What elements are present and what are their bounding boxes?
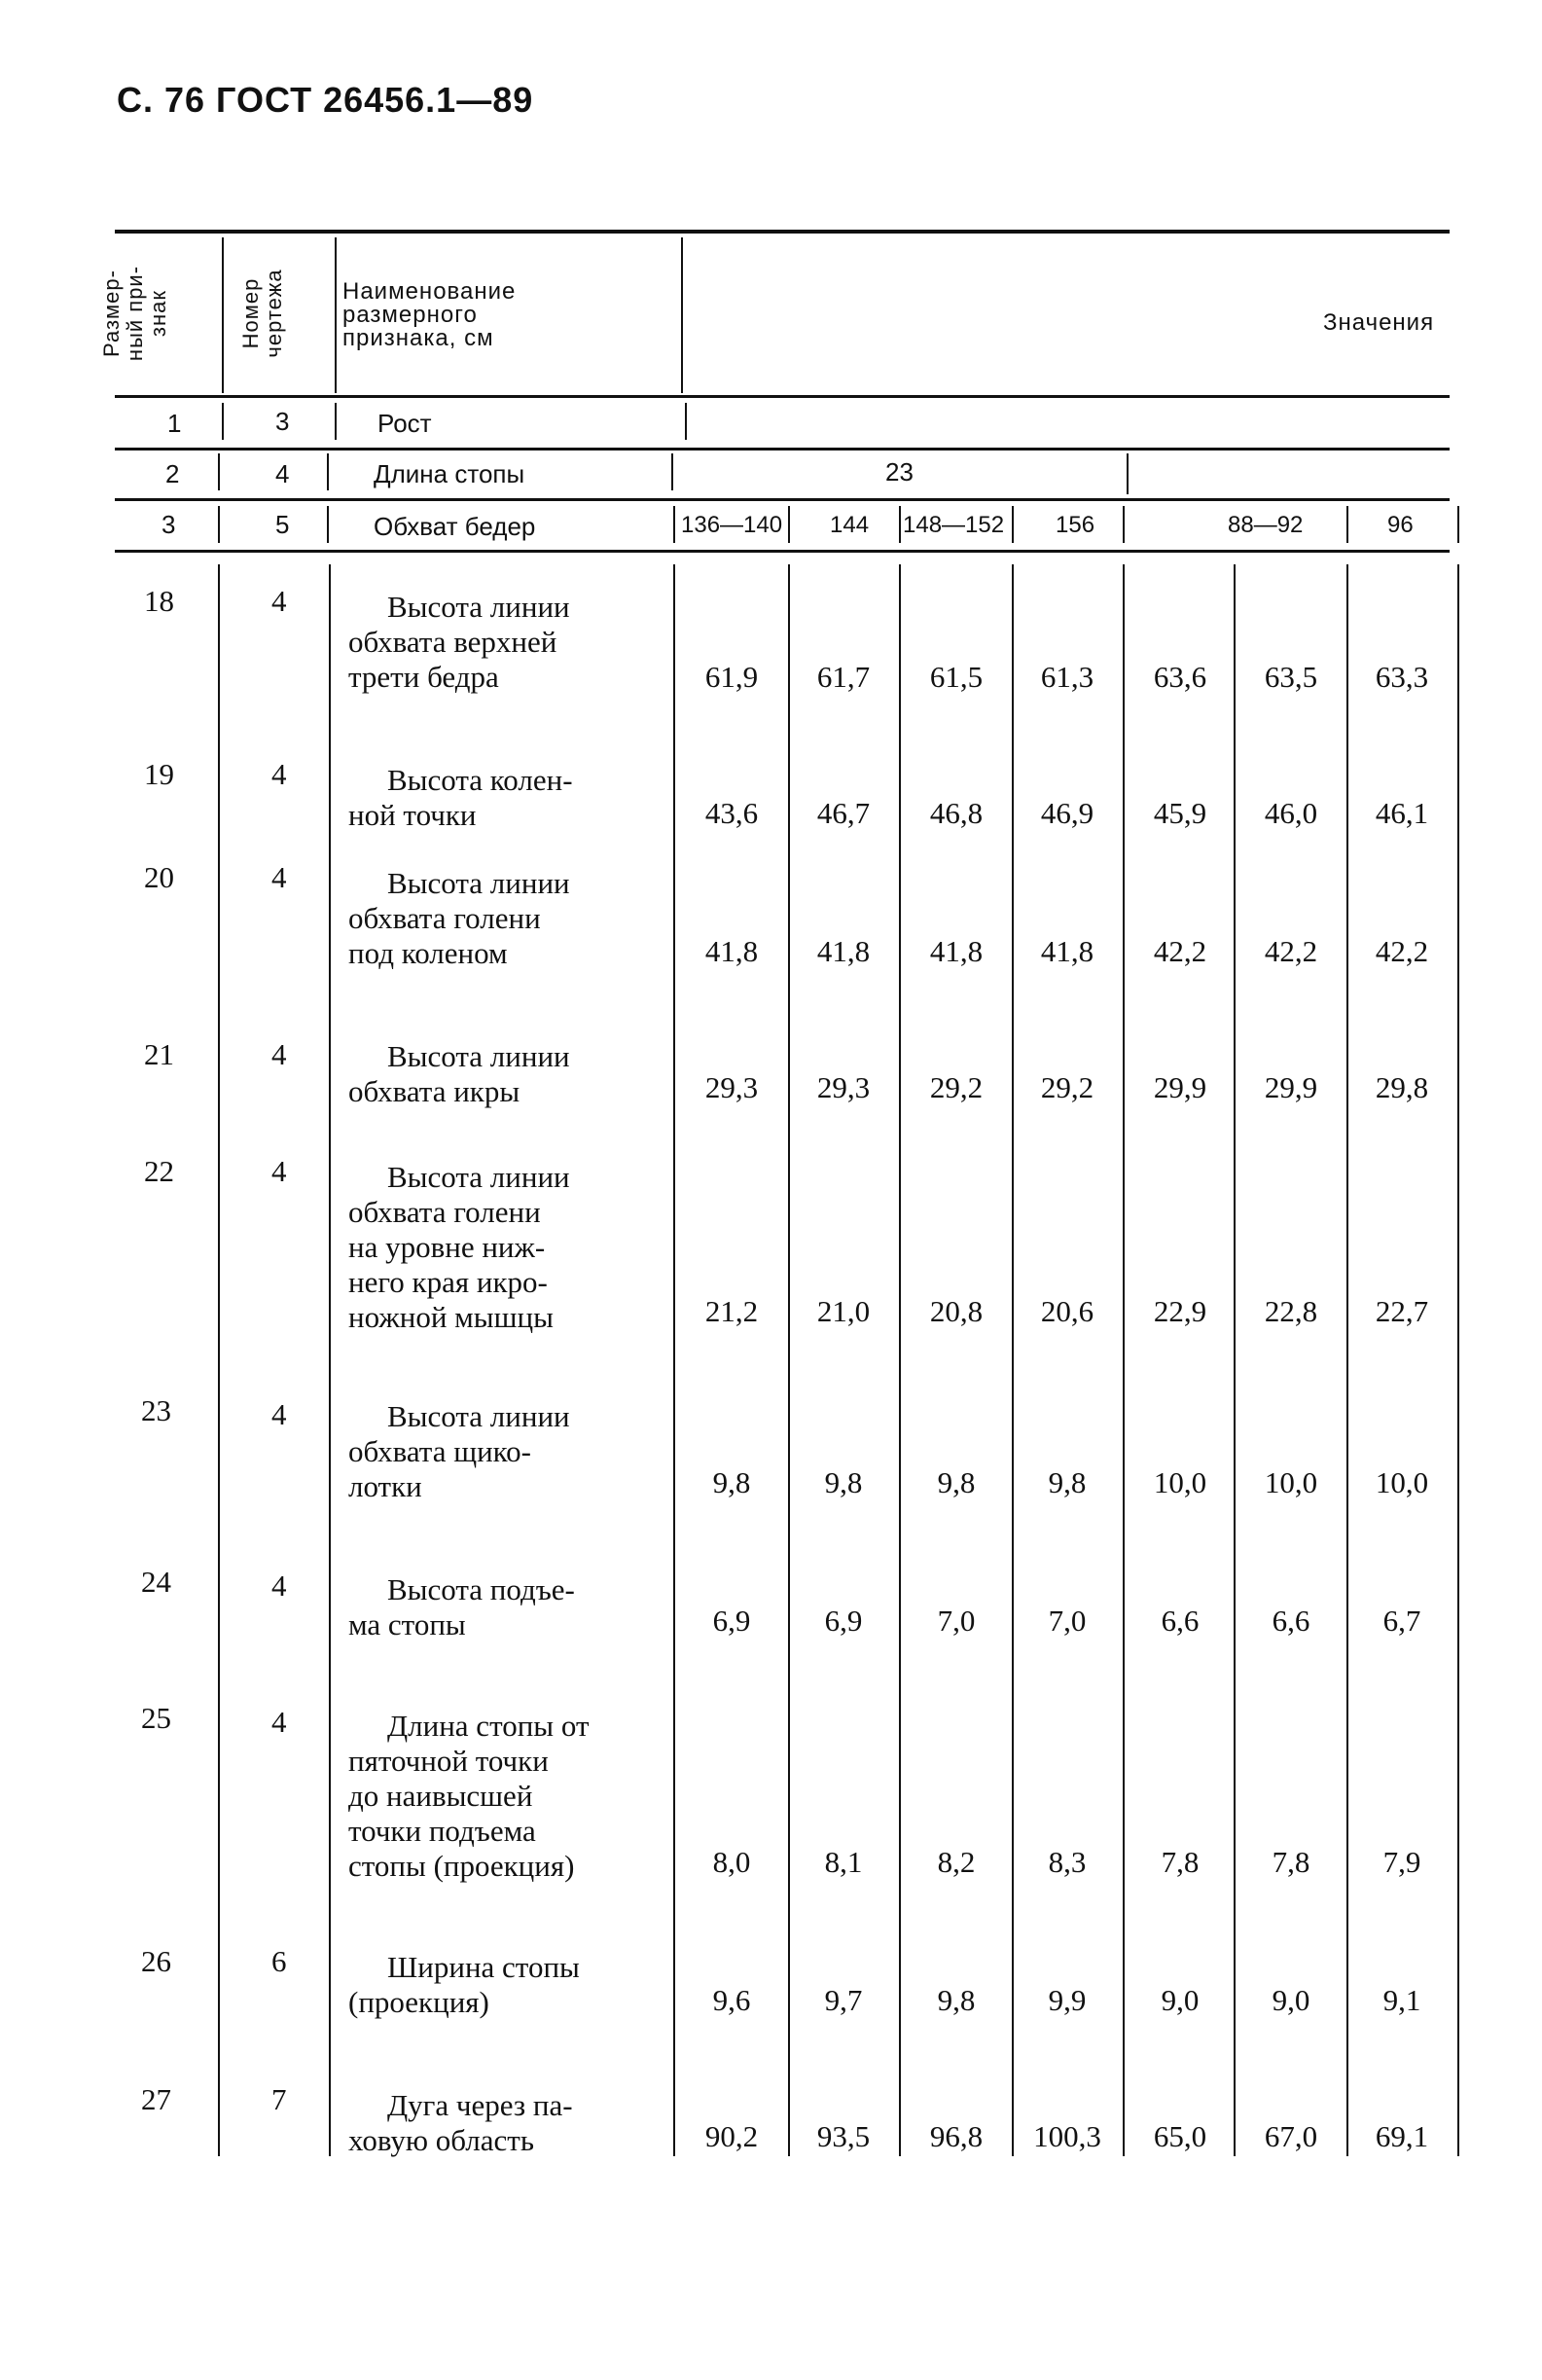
row-rule-3	[115, 550, 1450, 553]
table-row-20-value-1: 41,8	[704, 934, 759, 968]
table-row-27-value-2: 93,5	[816, 2119, 871, 2153]
body-vline-7	[1123, 564, 1125, 2156]
table-row-18-value-7: 63,3	[1375, 660, 1429, 694]
header-feature-name: Наименование размерного признака, см	[342, 278, 517, 351]
table-row-21-value-3: 29,2	[929, 1070, 984, 1104]
table-row-19-drawing: 4	[271, 757, 287, 791]
table-row-20-number: 20	[144, 860, 174, 894]
sub-row-3-vline-d	[788, 506, 790, 543]
sub-row-1-drawing: 3	[275, 407, 290, 436]
sub-row-3-vline-b	[327, 506, 329, 543]
sub-row-2-number: 2	[165, 459, 180, 488]
table-row-23-drawing: 4	[271, 1397, 287, 1431]
table-row-20-value-2: 41,8	[816, 934, 871, 968]
table-row-21-value-6: 29,9	[1264, 1070, 1318, 1104]
sub-row-3-vline-c	[673, 506, 675, 543]
table-row-25-value-2: 8,1	[824, 1845, 863, 1879]
table-row-18-value-5: 63,6	[1153, 660, 1207, 694]
table-row-20-value-7: 42,2	[1375, 934, 1429, 968]
table-row-21-value-1: 29,3	[704, 1070, 759, 1104]
table-row-23-value-3: 9,8	[937, 1465, 976, 1499]
sub-row-1-label: Рост	[377, 409, 432, 438]
table-row-27-value-4: 100,3	[1033, 2119, 1101, 2153]
table-row-23-value-1: 9,8	[712, 1465, 751, 1499]
table-row-24-number: 24	[141, 1565, 171, 1599]
table-row-19-number: 19	[144, 757, 174, 791]
table-row-23-value-7: 10,0	[1375, 1465, 1429, 1499]
table-row-22-name: Высота линии обхвата голени на уровне ниж- него края икро- ножной мышцы	[348, 1160, 570, 1334]
table-row-27-value-1: 90,2	[704, 2119, 759, 2153]
table-row-22-value-3: 20,8	[929, 1294, 984, 1328]
sub-row-3-vline-i	[1457, 506, 1459, 543]
row-rule-1	[115, 448, 1450, 451]
row-rule-2	[115, 498, 1450, 501]
table-row-23-name: Высота линии обхвата щико- лотки	[348, 1399, 570, 1503]
table-row-25-value-5: 7,8	[1161, 1845, 1200, 1879]
table-row-25-name: Длина стопы от пяточной точки до наивысшей точки подъема стопы (проекция)	[348, 1709, 590, 1883]
table-row-23-value-5: 10,0	[1153, 1465, 1207, 1499]
sub-row-3-value-2: 144	[830, 512, 870, 538]
table-row-19-value-2: 46,7	[816, 796, 871, 830]
sub-row-2-vline-d	[1127, 453, 1129, 494]
header-drawing-number: Номер чертежа	[238, 269, 286, 358]
sub-row-3-value-3: 148—152	[903, 512, 1005, 538]
sub-row-3-vline-f	[1012, 506, 1014, 543]
table-row-26-value-5: 9,0	[1161, 1983, 1200, 2017]
sub-row-2-vline-b	[327, 453, 329, 490]
table-row-27-value-5: 65,0	[1153, 2119, 1207, 2153]
table-row-21-value-2: 29,3	[816, 1070, 871, 1104]
header-vline-3	[681, 237, 683, 393]
body-vline-10	[1457, 564, 1459, 2156]
table-row-22-number: 22	[144, 1154, 174, 1188]
table-row-27-value-3: 96,8	[929, 2119, 984, 2153]
table-row-19-value-7: 46,1	[1375, 796, 1429, 830]
header-size-feature: Размер- ный при- знак	[99, 265, 170, 362]
table-row-21-name: Высота линии обхвата икры	[348, 1039, 570, 1108]
table-row-24-value-1: 6,9	[712, 1604, 751, 1638]
body-vline-2	[329, 564, 331, 2156]
table-row-24-value-5: 6,6	[1161, 1604, 1200, 1638]
table-row-26-value-1: 9,6	[712, 1983, 751, 2017]
table-row-21-value-5: 29,9	[1153, 1070, 1207, 1104]
page-header: С. 76 ГОСТ 26456.1—89	[117, 80, 534, 120]
table-row-19-value-6: 46,0	[1264, 796, 1318, 830]
table-row-24-value-4: 7,0	[1048, 1604, 1087, 1638]
table-row-26-value-3: 9,8	[937, 1983, 976, 2017]
table-row-27-name: Дуга через па- ховую область	[348, 2088, 573, 2157]
table-row-18-name: Высота линии обхвата верхней трети бедра	[348, 590, 570, 694]
table-row-20-drawing: 4	[271, 860, 287, 894]
sub-row-2-vline-c	[671, 453, 673, 490]
sub-row-1-vline-b	[335, 403, 337, 440]
table-row-25-drawing: 4	[271, 1705, 287, 1739]
table-row-20-value-6: 42,2	[1264, 934, 1318, 968]
table-row-18-value-2: 61,7	[816, 660, 871, 694]
body-vline-3	[673, 564, 675, 2156]
sub-row-2-vline-a	[218, 453, 220, 490]
sub-row-3-vline-a	[218, 506, 220, 543]
table-row-23-number: 23	[141, 1393, 171, 1427]
table-row-25-number: 25	[141, 1701, 171, 1735]
table-row-24-value-6: 6,6	[1272, 1604, 1310, 1638]
table-row-27-drawing: 7	[271, 2082, 287, 2116]
table-row-23-value-4: 9,8	[1048, 1465, 1087, 1499]
table-row-26-value-4: 9,9	[1048, 1983, 1087, 2017]
sub-row-1-vline-a	[222, 403, 224, 440]
table-row-19-name: Высота колен- ной точки	[348, 763, 573, 832]
table-row-25-value-3: 8,2	[937, 1845, 976, 1879]
table-row-18-value-4: 61,3	[1040, 660, 1094, 694]
table-row-24-value-2: 6,9	[824, 1604, 863, 1638]
table-row-20-value-4: 41,8	[1040, 934, 1094, 968]
table-row-22-value-1: 21,2	[704, 1294, 759, 1328]
header-bottom-rule	[115, 395, 1450, 398]
table-row-18-value-6: 63,5	[1264, 660, 1318, 694]
table-row-26-value-6: 9,0	[1272, 1983, 1310, 2017]
table-row-24-value-3: 7,0	[937, 1604, 976, 1638]
table-row-26-value-2: 9,7	[824, 1983, 863, 2017]
table-row-20-value-5: 42,2	[1153, 934, 1207, 968]
table-row-18-drawing: 4	[271, 584, 287, 618]
body-vline-5	[899, 564, 901, 2156]
header-values: Значения	[1323, 309, 1435, 336]
table-row-20-value-3: 41,8	[929, 934, 984, 968]
table-row-22-value-2: 21,0	[816, 1294, 871, 1328]
sub-row-3-value-5: 88—92	[1228, 512, 1304, 538]
sub-row-3-vline-e	[899, 506, 901, 543]
table-row-18-number: 18	[144, 584, 174, 618]
table-row-20-name: Высота линии обхвата голени под коленом	[348, 866, 570, 970]
sub-row-3-label: Обхват бедер	[374, 512, 536, 541]
table-row-25-value-7: 7,9	[1382, 1845, 1421, 1879]
table-row-21-number: 21	[144, 1037, 174, 1071]
sub-row-2-value: 23	[885, 457, 914, 487]
sub-row-3-value-6: 96	[1387, 512, 1414, 538]
header-vline-2	[335, 237, 337, 393]
table-row-25-value-4: 8,3	[1048, 1845, 1087, 1879]
table-row-19-value-4: 46,9	[1040, 796, 1094, 830]
table-top-rule	[115, 230, 1450, 234]
table-row-24-name: Высота подъе- ма стопы	[348, 1572, 575, 1641]
table-row-21-value-4: 29,2	[1040, 1070, 1094, 1104]
table-row-22-value-6: 22,8	[1264, 1294, 1318, 1328]
sub-row-3-number: 3	[161, 510, 176, 539]
table-row-22-value-7: 22,7	[1375, 1294, 1429, 1328]
sub-row-1-vline-c	[685, 403, 687, 440]
sub-row-2-drawing: 4	[275, 459, 290, 488]
sub-row-3-value-1: 136—140	[681, 512, 783, 538]
table-row-18-value-3: 61,5	[929, 660, 984, 694]
sub-row-3-vline-h	[1346, 506, 1348, 543]
sub-row-1-number: 1	[167, 409, 182, 438]
sub-row-2-label: Длина стопы	[374, 459, 525, 488]
table-row-23-value-2: 9,8	[824, 1465, 863, 1499]
table-row-26-name: Ширина стопы (проекция)	[348, 1950, 580, 2019]
sub-row-3-vline-g	[1123, 506, 1125, 543]
header-vline-1	[222, 237, 224, 393]
table-row-27-number: 27	[141, 2082, 171, 2116]
sub-row-3-value-4: 156	[1056, 512, 1095, 538]
table-row-24-drawing: 4	[271, 1569, 287, 1603]
table-row-27-value-7: 69,1	[1375, 2119, 1429, 2153]
body-vline-8	[1234, 564, 1236, 2156]
table-row-23-value-6: 10,0	[1264, 1465, 1318, 1499]
table-row-18-value-1: 61,9	[704, 660, 759, 694]
table-row-19-value-1: 43,6	[704, 796, 759, 830]
table-row-26-value-7: 9,1	[1382, 1983, 1421, 2017]
table-row-26-drawing: 6	[271, 1944, 287, 1978]
table-row-19-value-3: 46,8	[929, 796, 984, 830]
table-row-21-value-7: 29,8	[1375, 1070, 1429, 1104]
table-row-19-value-5: 45,9	[1153, 796, 1207, 830]
table-row-25-value-1: 8,0	[712, 1845, 751, 1879]
table-row-21-drawing: 4	[271, 1037, 287, 1071]
table-row-25-value-6: 7,8	[1272, 1845, 1310, 1879]
table-row-22-value-4: 20,6	[1040, 1294, 1094, 1328]
table-row-26-number: 26	[141, 1944, 171, 1978]
table-row-22-value-5: 22,9	[1153, 1294, 1207, 1328]
body-vline-1	[218, 564, 220, 2156]
table-row-27-value-6: 67,0	[1264, 2119, 1318, 2153]
table-row-22-drawing: 4	[271, 1154, 287, 1188]
table-row-24-value-7: 6,7	[1382, 1604, 1421, 1638]
sub-row-3-drawing: 5	[275, 510, 290, 539]
